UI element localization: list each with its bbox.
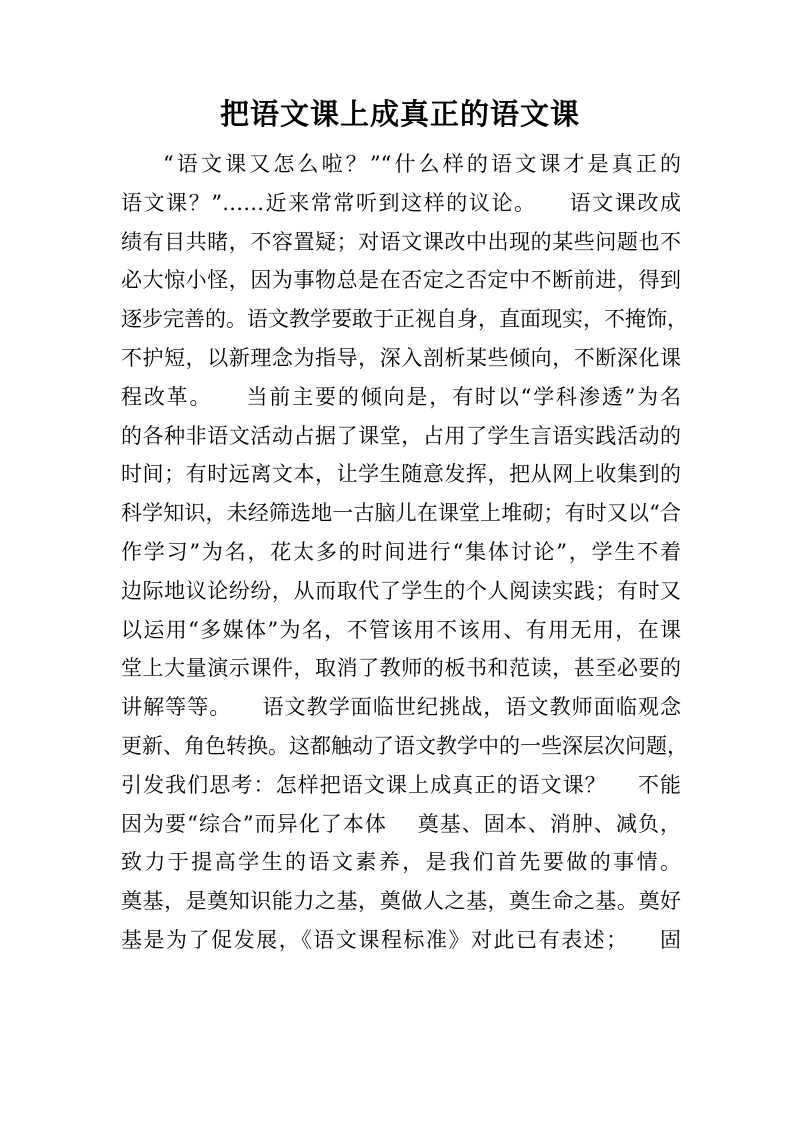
text-line: 堂上大量演示课件，取消了教师的板书和范读，甚至必要的 (121, 656, 681, 681)
text-line: 奠基，是奠知识能力之基，奠做人之基，奠生命之基。奠好 (121, 889, 681, 914)
text-line: “语文课又怎么啦？”“什么样的语文课才是真正的 (163, 152, 681, 176)
text-line: 边际地议论纷纷，从而取代了学生的个人阅读实践；有时又 (121, 578, 681, 603)
text-line: 讲解等等。 语文教学面临世纪挑战，语文教师面临观念 (121, 695, 681, 720)
document-title: 把语文课上成真正的语文课 (219, 97, 580, 131)
document-body (121, 145, 688, 960)
text-line: 更新、角色转换。这都触动了语文教学中的一些深层次问题， (121, 733, 688, 758)
text-line: 绩有目共睹，不容置疑；对语文课改中出现的某些问题也不 (121, 229, 681, 254)
text-line: 作学习”为名，花太多的时间进行“集体讨论”，学生不着 (121, 539, 681, 564)
text-line: 因为要“综合”而异化了本体 奠基、固本、消肿、减负， (121, 811, 681, 836)
text-line: 以运用“多媒体”为名，不管该用不该用、有用无用，在课 (121, 617, 681, 642)
text-line: 逐步完善的。语文教学要敢于正视自身，直面现实，不掩饰， (121, 307, 688, 332)
text-line: 必大惊小怪，因为事物总是在否定之否定中不断前进，得到 (121, 268, 681, 293)
text-line: 基是为了促发展，《语文课程标准》对此已有表述； 固 (121, 927, 681, 952)
text-line: 语文课？”……近来常常听到这样的议论。 语文课改成 (121, 190, 681, 215)
text-line: 科学知识，未经筛选地一古脑儿在课堂上堆砌；有时又以“合 (121, 501, 681, 526)
text-line: 时间；有时远离文本，让学生随意发挥，把从网上收集到的 (121, 462, 681, 487)
text-line: 引发我们思考：怎样把语文课上成真正的语文课？ 不能 (121, 772, 681, 797)
text-line: 不护短，以新理念为指导，深入剖析某些倾向，不断深化课 (121, 345, 681, 370)
text-line: 致力于提高学生的语文素养，是我们首先要做的事情。 (121, 850, 681, 875)
text-line: 程改革。 当前主要的倾向是，有时以“学科渗透”为名 (121, 384, 681, 409)
text-line: 的各种非语文活动占据了课堂，占用了学生言语实践活动的 (121, 423, 681, 448)
